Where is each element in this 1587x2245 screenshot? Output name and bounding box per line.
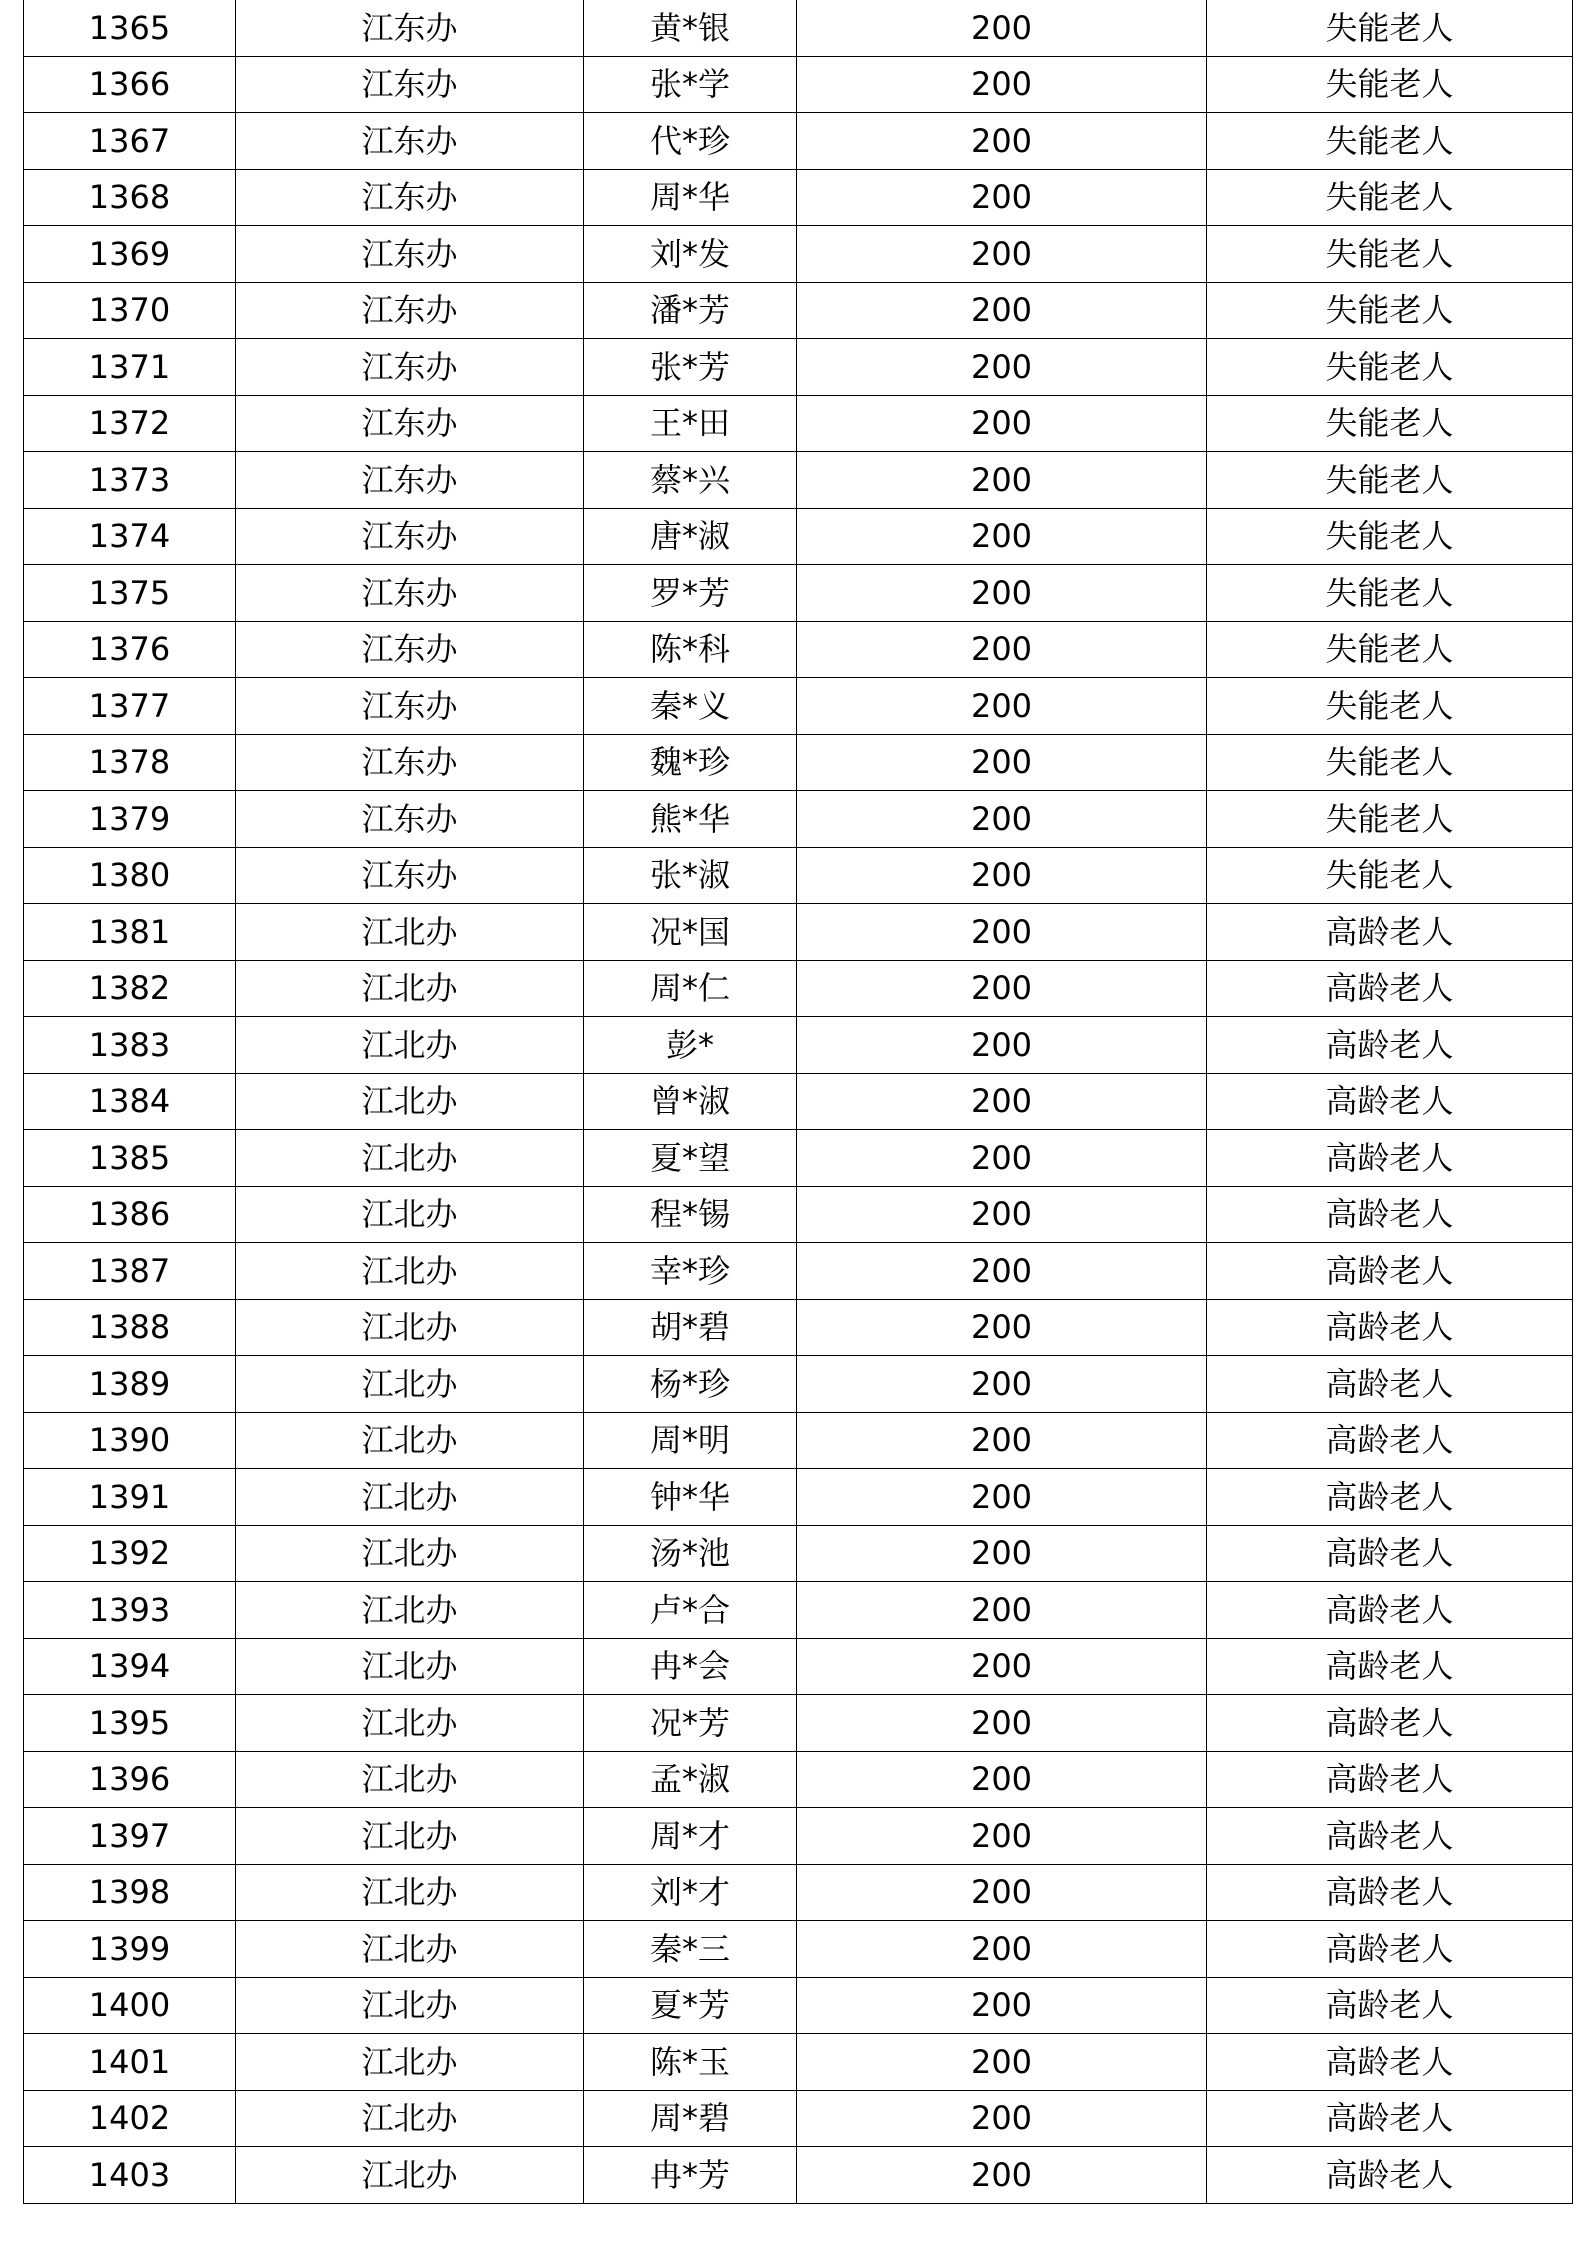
name-cell: 夏*望 bbox=[584, 1130, 797, 1187]
row-number-cell: 1400 bbox=[24, 1977, 236, 2034]
office-cell: 江北办 bbox=[236, 2034, 584, 2091]
table-row bbox=[24, 1808, 1573, 1865]
name-cell: 汤*池 bbox=[584, 1525, 797, 1582]
amount-cell: 200 bbox=[797, 1469, 1207, 1526]
name-cell: 陈*玉 bbox=[584, 2034, 797, 2091]
name-cell: 代*珍 bbox=[584, 113, 797, 170]
amount-cell: 200 bbox=[797, 56, 1207, 113]
office-cell: 江北办 bbox=[236, 1921, 584, 1978]
name-cell: 程*锡 bbox=[584, 1186, 797, 1243]
table-row bbox=[24, 169, 1573, 226]
amount-cell: 200 bbox=[797, 1864, 1207, 1921]
category-cell: 失能老人 bbox=[1207, 56, 1573, 113]
office-cell: 江东办 bbox=[236, 339, 584, 396]
row-number-cell: 1401 bbox=[24, 2034, 236, 2091]
category-cell: 失能老人 bbox=[1207, 621, 1573, 678]
table-row bbox=[24, 1695, 1573, 1752]
table-row bbox=[24, 565, 1573, 622]
name-cell: 杨*珍 bbox=[584, 1356, 797, 1413]
row-number-cell: 1365 bbox=[24, 0, 236, 56]
office-cell: 江东办 bbox=[236, 226, 584, 283]
office-cell: 江东办 bbox=[236, 0, 584, 56]
name-cell: 胡*碧 bbox=[584, 1299, 797, 1356]
name-cell: 周*明 bbox=[584, 1412, 797, 1469]
table-row bbox=[24, 1299, 1573, 1356]
office-cell: 江北办 bbox=[236, 1469, 584, 1526]
table-row bbox=[24, 1582, 1573, 1639]
category-cell: 失能老人 bbox=[1207, 508, 1573, 565]
category-cell: 失能老人 bbox=[1207, 339, 1573, 396]
category-cell: 高龄老人 bbox=[1207, 1412, 1573, 1469]
category-cell: 高龄老人 bbox=[1207, 1243, 1573, 1300]
name-cell: 况*芳 bbox=[584, 1695, 797, 1752]
table-row bbox=[24, 282, 1573, 339]
category-cell: 高龄老人 bbox=[1207, 1921, 1573, 1978]
office-cell: 江北办 bbox=[236, 1582, 584, 1639]
name-cell: 况*国 bbox=[584, 904, 797, 961]
row-number-cell: 1395 bbox=[24, 1695, 236, 1752]
office-cell: 江东办 bbox=[236, 734, 584, 791]
category-cell: 失能老人 bbox=[1207, 791, 1573, 848]
name-cell: 孟*淑 bbox=[584, 1751, 797, 1808]
category-cell: 高龄老人 bbox=[1207, 2090, 1573, 2147]
name-cell: 周*仁 bbox=[584, 960, 797, 1017]
amount-cell: 200 bbox=[797, 1638, 1207, 1695]
office-cell: 江北办 bbox=[236, 2090, 584, 2147]
name-cell: 潘*芳 bbox=[584, 282, 797, 339]
row-number-cell: 1381 bbox=[24, 904, 236, 961]
amount-cell: 200 bbox=[797, 1525, 1207, 1582]
category-cell: 高龄老人 bbox=[1207, 1356, 1573, 1413]
table-row bbox=[24, 1921, 1573, 1978]
table-row bbox=[24, 847, 1573, 904]
amount-cell: 200 bbox=[797, 1243, 1207, 1300]
amount-cell: 200 bbox=[797, 1921, 1207, 1978]
office-cell: 江东办 bbox=[236, 565, 584, 622]
amount-cell: 200 bbox=[797, 565, 1207, 622]
office-cell: 江北办 bbox=[236, 1412, 584, 1469]
table-row bbox=[24, 904, 1573, 961]
category-cell: 高龄老人 bbox=[1207, 1017, 1573, 1074]
table-row bbox=[24, 395, 1573, 452]
office-cell: 江北办 bbox=[236, 1356, 584, 1413]
row-number-cell: 1380 bbox=[24, 847, 236, 904]
amount-cell: 200 bbox=[797, 1299, 1207, 1356]
amount-cell: 200 bbox=[797, 226, 1207, 283]
office-cell: 江东办 bbox=[236, 56, 584, 113]
name-cell: 钟*华 bbox=[584, 1469, 797, 1526]
office-cell: 江北办 bbox=[236, 1186, 584, 1243]
amount-cell: 200 bbox=[797, 2034, 1207, 2091]
category-cell: 高龄老人 bbox=[1207, 1864, 1573, 1921]
amount-cell: 200 bbox=[797, 1356, 1207, 1413]
amount-cell: 200 bbox=[797, 1186, 1207, 1243]
table-row bbox=[24, 1130, 1573, 1187]
category-cell: 高龄老人 bbox=[1207, 1808, 1573, 1865]
category-cell: 高龄老人 bbox=[1207, 1299, 1573, 1356]
row-number-cell: 1371 bbox=[24, 339, 236, 396]
amount-cell: 200 bbox=[797, 0, 1207, 56]
table-row bbox=[24, 1017, 1573, 1074]
category-cell: 失能老人 bbox=[1207, 847, 1573, 904]
amount-cell: 200 bbox=[797, 847, 1207, 904]
row-number-cell: 1393 bbox=[24, 1582, 236, 1639]
amount-cell: 200 bbox=[797, 1808, 1207, 1865]
name-cell: 周*碧 bbox=[584, 2090, 797, 2147]
office-cell: 江北办 bbox=[236, 1864, 584, 1921]
name-cell: 周*才 bbox=[584, 1808, 797, 1865]
name-cell: 卢*合 bbox=[584, 1582, 797, 1639]
amount-cell: 200 bbox=[797, 1130, 1207, 1187]
table-row bbox=[24, 508, 1573, 565]
amount-cell: 200 bbox=[797, 678, 1207, 735]
table-row bbox=[24, 1751, 1573, 1808]
table-row bbox=[24, 2090, 1573, 2147]
table-row bbox=[24, 734, 1573, 791]
amount-cell: 200 bbox=[797, 1073, 1207, 1130]
amount-cell: 200 bbox=[797, 1695, 1207, 1752]
name-cell: 幸*珍 bbox=[584, 1243, 797, 1300]
category-cell: 失能老人 bbox=[1207, 395, 1573, 452]
category-cell: 失能老人 bbox=[1207, 452, 1573, 509]
table-row bbox=[24, 1525, 1573, 1582]
category-cell: 失能老人 bbox=[1207, 565, 1573, 622]
name-cell: 秦*义 bbox=[584, 678, 797, 735]
table-row bbox=[24, 452, 1573, 509]
row-number-cell: 1374 bbox=[24, 508, 236, 565]
name-cell: 张*学 bbox=[584, 56, 797, 113]
row-number-cell: 1383 bbox=[24, 1017, 236, 1074]
office-cell: 江东办 bbox=[236, 282, 584, 339]
name-cell: 彭* bbox=[584, 1017, 797, 1074]
name-cell: 秦*三 bbox=[584, 1921, 797, 1978]
office-cell: 江东办 bbox=[236, 508, 584, 565]
name-cell: 冉*会 bbox=[584, 1638, 797, 1695]
document-table-container bbox=[23, 0, 1572, 2204]
table-row bbox=[24, 1243, 1573, 1300]
table-row bbox=[24, 56, 1573, 113]
table-row bbox=[24, 0, 1573, 56]
row-number-cell: 1388 bbox=[24, 1299, 236, 1356]
category-cell: 失能老人 bbox=[1207, 282, 1573, 339]
office-cell: 江东办 bbox=[236, 395, 584, 452]
name-cell: 夏*芳 bbox=[584, 1977, 797, 2034]
row-number-cell: 1369 bbox=[24, 226, 236, 283]
amount-cell: 200 bbox=[797, 339, 1207, 396]
row-number-cell: 1382 bbox=[24, 960, 236, 1017]
subsidy-list-table bbox=[23, 0, 1573, 2204]
name-cell: 张*淑 bbox=[584, 847, 797, 904]
name-cell: 黄*银 bbox=[584, 0, 797, 56]
amount-cell: 200 bbox=[797, 904, 1207, 961]
office-cell: 江北办 bbox=[236, 1130, 584, 1187]
table-row bbox=[24, 113, 1573, 170]
amount-cell: 200 bbox=[797, 452, 1207, 509]
category-cell: 高龄老人 bbox=[1207, 1469, 1573, 1526]
table-row bbox=[24, 1186, 1573, 1243]
table-row bbox=[24, 2147, 1573, 2204]
category-cell: 高龄老人 bbox=[1207, 1130, 1573, 1187]
office-cell: 江北办 bbox=[236, 1243, 584, 1300]
name-cell: 刘*才 bbox=[584, 1864, 797, 1921]
row-number-cell: 1379 bbox=[24, 791, 236, 848]
office-cell: 江东办 bbox=[236, 113, 584, 170]
row-number-cell: 1377 bbox=[24, 678, 236, 735]
table-row bbox=[24, 1977, 1573, 2034]
table-row bbox=[24, 1864, 1573, 1921]
office-cell: 江北办 bbox=[236, 1808, 584, 1865]
row-number-cell: 1376 bbox=[24, 621, 236, 678]
table-row bbox=[24, 2034, 1573, 2091]
category-cell: 高龄老人 bbox=[1207, 1695, 1573, 1752]
row-number-cell: 1392 bbox=[24, 1525, 236, 1582]
table-row bbox=[24, 339, 1573, 396]
name-cell: 唐*淑 bbox=[584, 508, 797, 565]
row-number-cell: 1389 bbox=[24, 1356, 236, 1413]
office-cell: 江东办 bbox=[236, 169, 584, 226]
row-number-cell: 1398 bbox=[24, 1864, 236, 1921]
amount-cell: 200 bbox=[797, 282, 1207, 339]
amount-cell: 200 bbox=[797, 1412, 1207, 1469]
row-number-cell: 1375 bbox=[24, 565, 236, 622]
category-cell: 失能老人 bbox=[1207, 113, 1573, 170]
category-cell: 高龄老人 bbox=[1207, 1977, 1573, 2034]
row-number-cell: 1402 bbox=[24, 2090, 236, 2147]
office-cell: 江东办 bbox=[236, 791, 584, 848]
office-cell: 江东办 bbox=[236, 452, 584, 509]
office-cell: 江东办 bbox=[236, 621, 584, 678]
name-cell: 陈*科 bbox=[584, 621, 797, 678]
amount-cell: 200 bbox=[797, 734, 1207, 791]
row-number-cell: 1396 bbox=[24, 1751, 236, 1808]
name-cell: 周*华 bbox=[584, 169, 797, 226]
amount-cell: 200 bbox=[797, 508, 1207, 565]
office-cell: 江北办 bbox=[236, 1525, 584, 1582]
amount-cell: 200 bbox=[797, 2090, 1207, 2147]
row-number-cell: 1403 bbox=[24, 2147, 236, 2204]
office-cell: 江北办 bbox=[236, 1751, 584, 1808]
amount-cell: 200 bbox=[797, 1751, 1207, 1808]
category-cell: 高龄老人 bbox=[1207, 904, 1573, 961]
row-number-cell: 1372 bbox=[24, 395, 236, 452]
category-cell: 高龄老人 bbox=[1207, 1582, 1573, 1639]
category-cell: 高龄老人 bbox=[1207, 960, 1573, 1017]
amount-cell: 200 bbox=[797, 113, 1207, 170]
amount-cell: 200 bbox=[797, 621, 1207, 678]
table-row bbox=[24, 621, 1573, 678]
office-cell: 江北办 bbox=[236, 1017, 584, 1074]
table-row bbox=[24, 1073, 1573, 1130]
office-cell: 江东办 bbox=[236, 678, 584, 735]
office-cell: 江北办 bbox=[236, 1977, 584, 2034]
amount-cell: 200 bbox=[797, 960, 1207, 1017]
category-cell: 高龄老人 bbox=[1207, 1186, 1573, 1243]
table-row bbox=[24, 960, 1573, 1017]
table-row bbox=[24, 1469, 1573, 1526]
table-row bbox=[24, 678, 1573, 735]
name-cell: 刘*发 bbox=[584, 226, 797, 283]
table-row bbox=[24, 1356, 1573, 1413]
row-number-cell: 1386 bbox=[24, 1186, 236, 1243]
row-number-cell: 1368 bbox=[24, 169, 236, 226]
row-number-cell: 1373 bbox=[24, 452, 236, 509]
row-number-cell: 1387 bbox=[24, 1243, 236, 1300]
name-cell: 魏*珍 bbox=[584, 734, 797, 791]
office-cell: 江北办 bbox=[236, 1638, 584, 1695]
table-row bbox=[24, 226, 1573, 283]
category-cell: 失能老人 bbox=[1207, 734, 1573, 791]
office-cell: 江北办 bbox=[236, 2147, 584, 2204]
name-cell: 张*芳 bbox=[584, 339, 797, 396]
amount-cell: 200 bbox=[797, 2147, 1207, 2204]
row-number-cell: 1366 bbox=[24, 56, 236, 113]
table-row bbox=[24, 1412, 1573, 1469]
row-number-cell: 1384 bbox=[24, 1073, 236, 1130]
name-cell: 王*田 bbox=[584, 395, 797, 452]
office-cell: 江东办 bbox=[236, 847, 584, 904]
category-cell: 失能老人 bbox=[1207, 169, 1573, 226]
amount-cell: 200 bbox=[797, 395, 1207, 452]
category-cell: 高龄老人 bbox=[1207, 1751, 1573, 1808]
amount-cell: 200 bbox=[797, 1977, 1207, 2034]
category-cell: 失能老人 bbox=[1207, 0, 1573, 56]
amount-cell: 200 bbox=[797, 169, 1207, 226]
category-cell: 高龄老人 bbox=[1207, 2034, 1573, 2091]
name-cell: 冉*芳 bbox=[584, 2147, 797, 2204]
table-body bbox=[24, 0, 1573, 2203]
office-cell: 江北办 bbox=[236, 1299, 584, 1356]
name-cell: 熊*华 bbox=[584, 791, 797, 848]
row-number-cell: 1378 bbox=[24, 734, 236, 791]
table-row bbox=[24, 1638, 1573, 1695]
name-cell: 罗*芳 bbox=[584, 565, 797, 622]
category-cell: 失能老人 bbox=[1207, 678, 1573, 735]
row-number-cell: 1367 bbox=[24, 113, 236, 170]
row-number-cell: 1391 bbox=[24, 1469, 236, 1526]
row-number-cell: 1397 bbox=[24, 1808, 236, 1865]
row-number-cell: 1399 bbox=[24, 1921, 236, 1978]
office-cell: 江北办 bbox=[236, 1695, 584, 1752]
row-number-cell: 1385 bbox=[24, 1130, 236, 1187]
row-number-cell: 1394 bbox=[24, 1638, 236, 1695]
amount-cell: 200 bbox=[797, 791, 1207, 848]
amount-cell: 200 bbox=[797, 1017, 1207, 1074]
row-number-cell: 1390 bbox=[24, 1412, 236, 1469]
table-row bbox=[24, 791, 1573, 848]
category-cell: 高龄老人 bbox=[1207, 1073, 1573, 1130]
category-cell: 高龄老人 bbox=[1207, 1638, 1573, 1695]
office-cell: 江北办 bbox=[236, 904, 584, 961]
category-cell: 高龄老人 bbox=[1207, 2147, 1573, 2204]
office-cell: 江北办 bbox=[236, 960, 584, 1017]
name-cell: 蔡*兴 bbox=[584, 452, 797, 509]
category-cell: 失能老人 bbox=[1207, 226, 1573, 283]
office-cell: 江北办 bbox=[236, 1073, 584, 1130]
category-cell: 高龄老人 bbox=[1207, 1525, 1573, 1582]
amount-cell: 200 bbox=[797, 1582, 1207, 1639]
row-number-cell: 1370 bbox=[24, 282, 236, 339]
name-cell: 曾*淑 bbox=[584, 1073, 797, 1130]
